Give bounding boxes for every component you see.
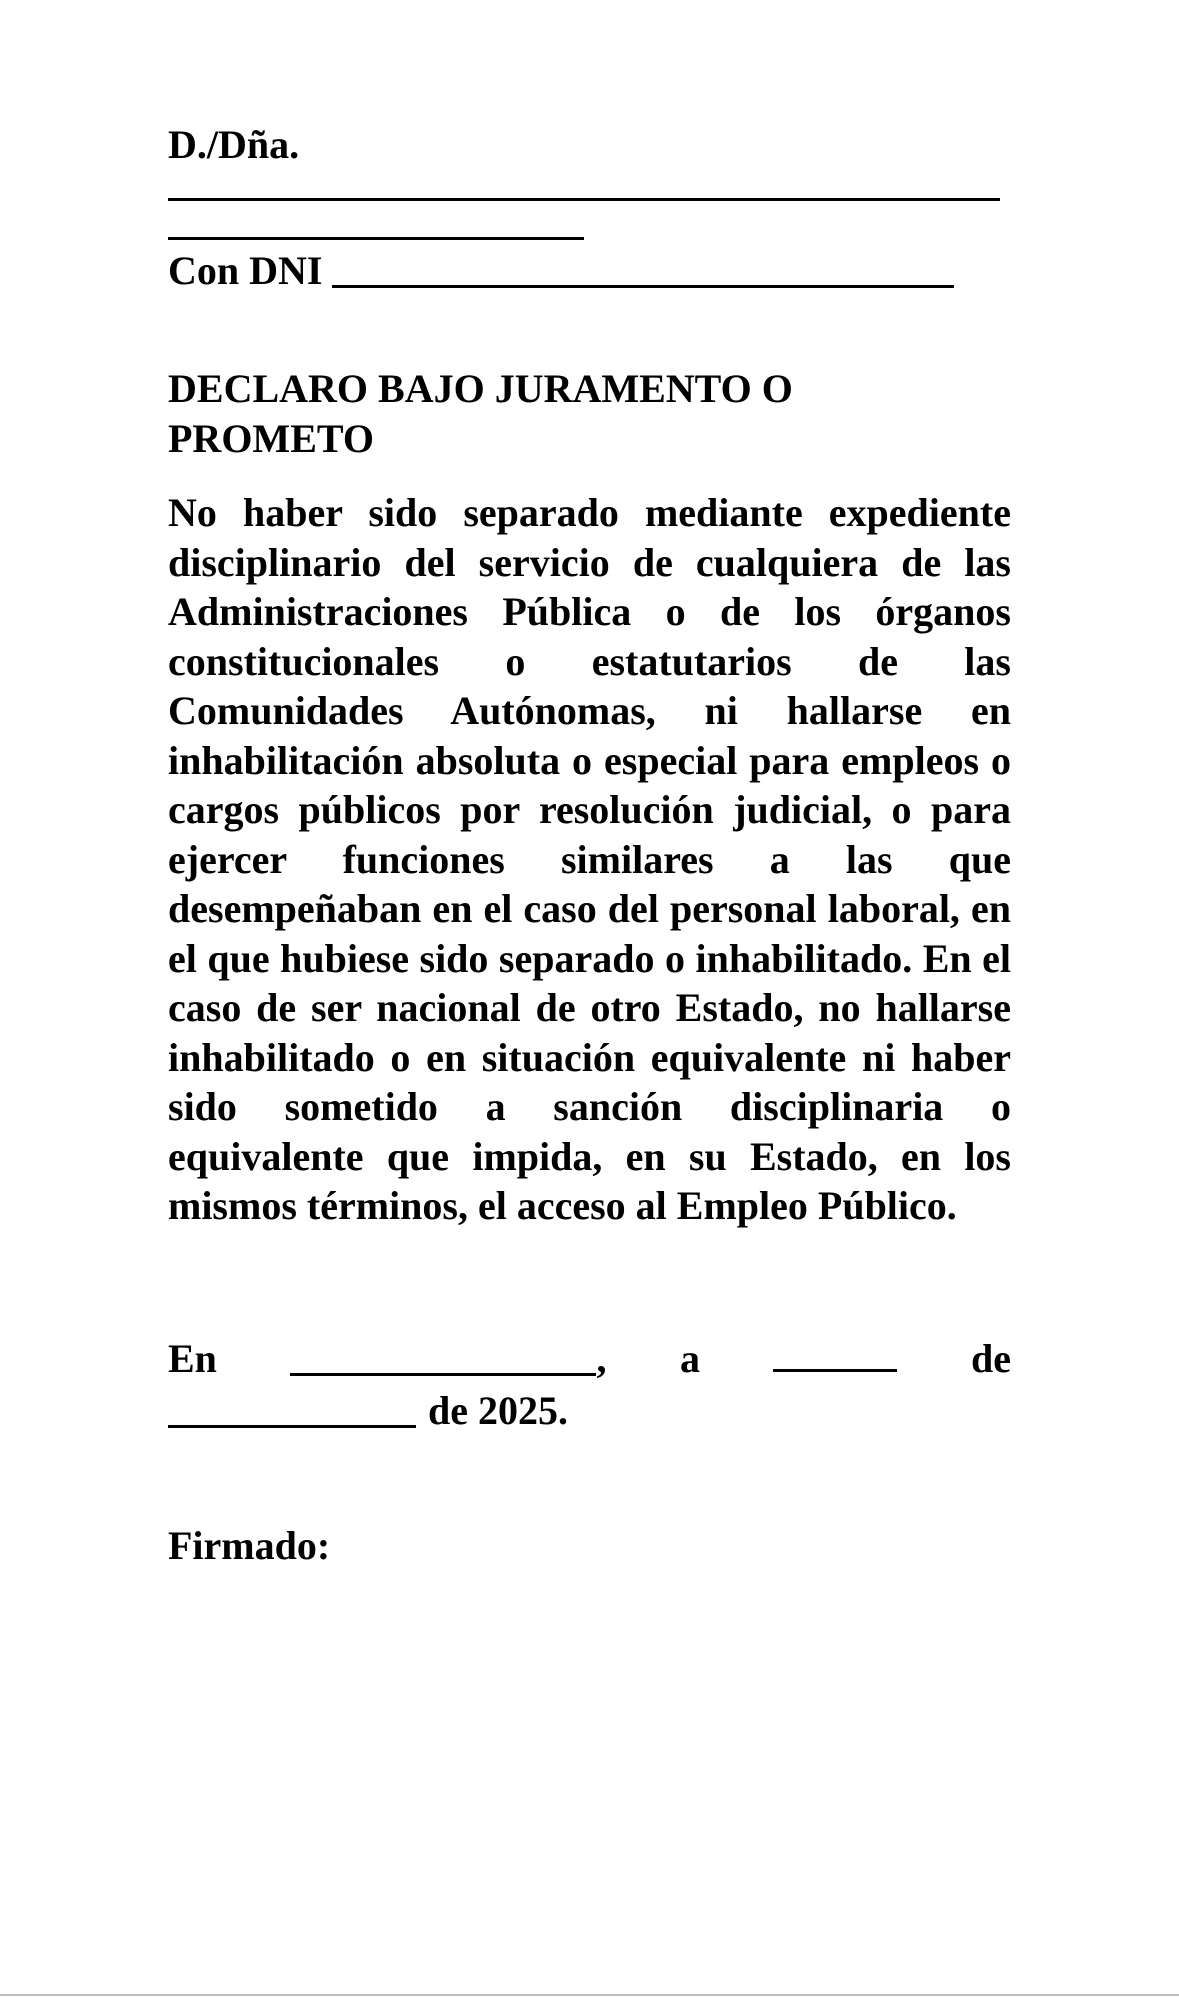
declaration-heading: DECLARO BAJO JURAMENTO O PROMETO bbox=[168, 366, 793, 461]
place-group bbox=[290, 1333, 606, 1385]
dni-label: Con DNI bbox=[168, 248, 323, 293]
declaration-body: No haber sido separado mediante expediente disciplinario del servicio de cualquiera de las Administraciones Pública o de los órganos constitucionales o estatutarios de las Comunidades Autónomas, ni hallarse en inhabilitación absoluta o especial para empleos o cargos públicos por resolución judicial, o para ejercer funciones similares a las que desempeñaban en el caso del personal laboral, en el que hubiese sido separado o inhabilitado. En el caso de ser nacional de otro Estado, no hallarse inhabilitado o en situación equivalente ni haber sido sometido a sanción disciplinaria o equivalente que impida, en su Estado, en los mismos términos, el acceso al Empleo Público. bbox=[168, 490, 1011, 1228]
date-a-label: a bbox=[679, 1335, 700, 1381]
month-blank-field[interactable] bbox=[168, 1425, 416, 1428]
name-blank-field[interactable] bbox=[168, 198, 1000, 201]
declaration-document bbox=[168, 120, 1011, 1571]
date-en-label: En bbox=[168, 1335, 217, 1381]
date-row bbox=[168, 1333, 1011, 1385]
name-label: D./Dña. bbox=[168, 122, 300, 167]
name-blank-field-continued[interactable] bbox=[168, 237, 584, 240]
dni-blank-field[interactable] bbox=[332, 285, 954, 288]
date-de-label: de bbox=[971, 1335, 1011, 1381]
signed-label: Firmado: bbox=[168, 1522, 331, 1568]
year-text: de 2025. bbox=[428, 1387, 568, 1433]
date-row-continued bbox=[168, 1385, 1011, 1437]
day-blank-field[interactable] bbox=[773, 1369, 897, 1372]
dni-row bbox=[168, 246, 1011, 296]
place-blank-field[interactable] bbox=[290, 1373, 596, 1376]
page-bottom-divider bbox=[0, 1994, 1179, 1996]
date-comma: , bbox=[596, 1335, 607, 1381]
